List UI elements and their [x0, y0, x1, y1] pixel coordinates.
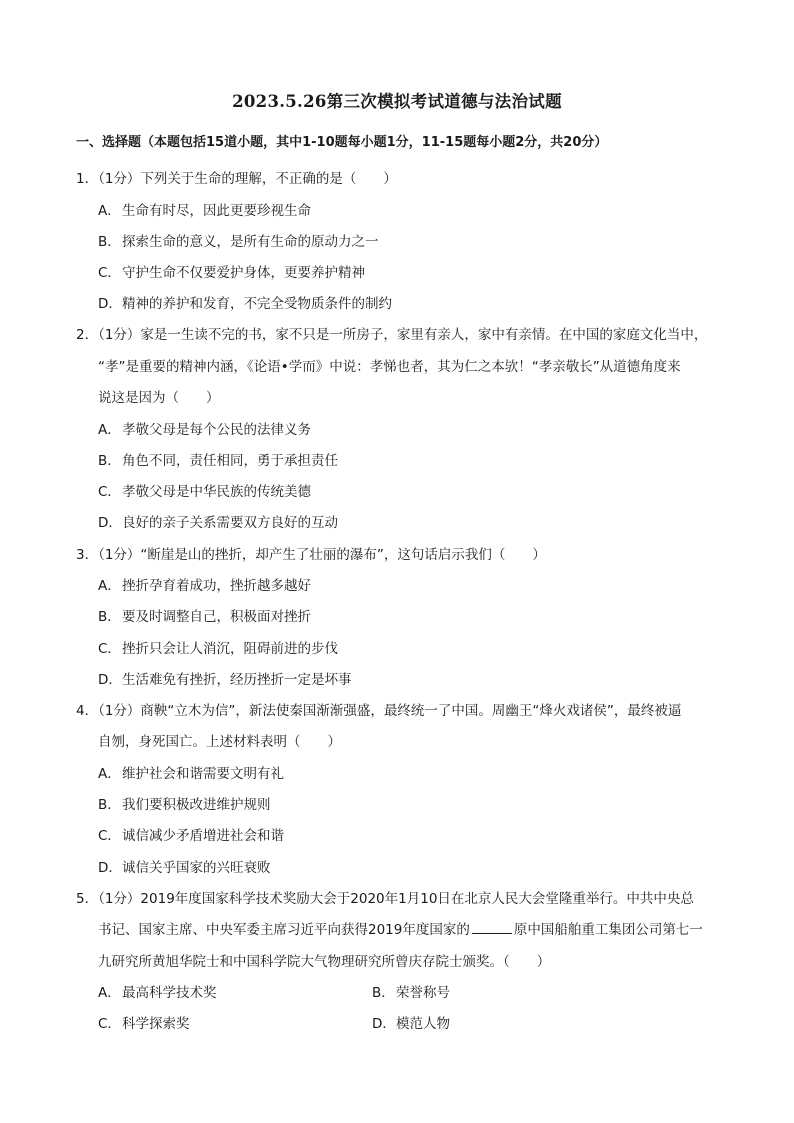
option-text: 最高科学技术奖: [122, 985, 217, 1002]
section-heading: 一、选择题（本题包括15道小题，其中1-10题每小题1分，11-15题每小题2分，共20分）: [76, 135, 608, 150]
question-number: 5．: [76, 890, 99, 907]
option-text: 科学探索奖: [122, 1016, 190, 1033]
option-text: 生活难免有挫折，经历挫折一定是坏事: [122, 671, 352, 688]
option-letter: C．: [98, 264, 121, 281]
question-text-continued: 九研究所黄旭华院士和中国科学院大气物理研究所曾庆存院士颁奖。（ ）: [98, 953, 551, 970]
option-letter: A．: [98, 765, 121, 782]
option-text: 模范人物: [396, 1016, 450, 1033]
option-text: 孝敬父母是中华民族的传统美德: [122, 484, 311, 501]
option-text: 良好的亲子关系需要双方良好的互动: [122, 515, 338, 532]
question-text: （1分）下列关于生命的理解，不正确的是（ ）: [98, 171, 397, 187]
question-4: [76, 696, 726, 884]
option-letter: C．: [98, 640, 121, 657]
question-list: [76, 164, 726, 1041]
option-a: [76, 415, 726, 446]
option-letter: B．: [98, 797, 121, 814]
option-letter: D．: [98, 296, 122, 313]
question-stem: [76, 884, 726, 916]
option-text: 孝敬父母是每个公民的法律义务: [122, 421, 311, 438]
option-text: 诚信关乎国家的兴旺衰败: [122, 859, 271, 876]
option-b: [76, 602, 726, 633]
option-a: [76, 196, 726, 227]
option-c: [98, 1009, 372, 1040]
question-1: [76, 164, 726, 320]
question-text: （1分）“断崖是山的挫折，却产生了壮丽的瀑布”，这句话启示我们（ ）: [98, 546, 546, 563]
question-text: （1分）2019年度国家科学技术奖励大会于2020年1月10日在北京人民大会堂隆重举行。中共中央总: [98, 890, 694, 907]
option-letter: A．: [98, 202, 121, 219]
page-title: 2023.5.26第三次模拟考试道德与法治试题: [232, 92, 562, 111]
option-letter: B．: [98, 609, 121, 626]
option-a: [76, 759, 726, 790]
question-text: （1分）商鞅“立木为信”，新法使秦国渐渐强盛，最终统一了中国。周幽王“烽火戏诸侯”，最终被逼: [98, 702, 682, 719]
option-letter: D．: [98, 515, 122, 532]
question-number: 2．: [76, 327, 99, 344]
option-letter: B．: [372, 985, 395, 1002]
option-c: [76, 634, 726, 665]
option-letter: D．: [372, 1016, 396, 1033]
option-d: [372, 1009, 646, 1040]
option-text: 守护生命不仅要爱护身体，更要养护精神: [122, 264, 365, 281]
option-d: [76, 508, 726, 539]
option-row: [76, 978, 726, 1009]
option-d: [76, 665, 726, 696]
question-5: [76, 884, 726, 1041]
option-letter: A．: [98, 985, 121, 1002]
question-number: 4．: [76, 702, 99, 719]
option-c: [76, 258, 726, 289]
option-row: [76, 1009, 726, 1040]
option-text: 维护社会和谐需要文明有礼: [122, 765, 284, 782]
option-d: [76, 853, 726, 884]
option-c: [76, 477, 726, 508]
option-text: 探索生命的意义，是所有生命的原动力之一: [122, 233, 379, 250]
option-text: 诚信减少矛盾增进社会和谐: [122, 828, 284, 845]
option-letter: C．: [98, 1016, 121, 1033]
option-letter: B．: [98, 233, 121, 250]
option-letter: B．: [98, 453, 121, 470]
question-text-after-blank: 原中国船舶重工集团公司第七一: [513, 922, 703, 939]
option-letter: D．: [98, 859, 122, 876]
question-number: 3．: [76, 546, 99, 563]
option-c: [76, 821, 726, 852]
option-letter: C．: [98, 828, 121, 845]
option-a: [76, 571, 726, 602]
option-text: 要及时调整自己，积极面对挫折: [122, 609, 311, 626]
option-b: [372, 978, 646, 1009]
option-text: 角色不同，责任相同，勇于承担责任: [122, 453, 338, 470]
option-text: 我们要积极改进维护规则: [122, 797, 271, 814]
question-text-continued: [76, 915, 726, 947]
option-text: 挫折只会让人消沉，阻碍前进的步伐: [122, 640, 338, 657]
question-stem: [76, 164, 726, 196]
option-text: 挫折孕育着成功，挫折越多越好: [122, 578, 311, 595]
option-letter: D．: [98, 671, 122, 688]
option-b: [76, 227, 726, 258]
question-2: [76, 320, 726, 539]
question-stem: [76, 540, 726, 572]
question-stem: [76, 320, 726, 352]
option-letter: C．: [98, 484, 121, 501]
question-text-continued: “孝”是重要的精神内涵，《论语•学而》中说：孝悌也者，其为仁之本欤！“孝亲敬长”从道德角度来: [98, 358, 681, 375]
question-number: 1．: [76, 171, 99, 187]
question-text-continued: 自刎，身死国亡。上述材料表明（ ）: [98, 734, 341, 751]
question-3: [76, 540, 726, 696]
option-text: 精神的养护和发育，不完全受物质条件的制约: [122, 296, 392, 313]
option-b: [76, 790, 726, 821]
question-text: （1分）家是一生读不完的书，家不只是一所房子，家里有亲人，家中有亲情。在中国的家庭文化当中，: [98, 327, 708, 344]
option-d: [76, 289, 726, 320]
answer-blank: [472, 921, 512, 934]
option-letter: A．: [98, 578, 121, 595]
question-stem: [76, 696, 726, 728]
question-text-before-blank: 书记、国家主席、中央军委主席习近平向获得2019年度国家的: [98, 922, 470, 939]
option-letter: A．: [98, 421, 121, 438]
option-b: [76, 446, 726, 477]
question-text-continued: 说这是因为（ ）: [98, 390, 220, 407]
option-text: 生命有时尽，因此更要珍视生命: [122, 202, 311, 219]
option-a: [98, 978, 372, 1009]
option-text: 荣誉称号: [396, 985, 450, 1002]
